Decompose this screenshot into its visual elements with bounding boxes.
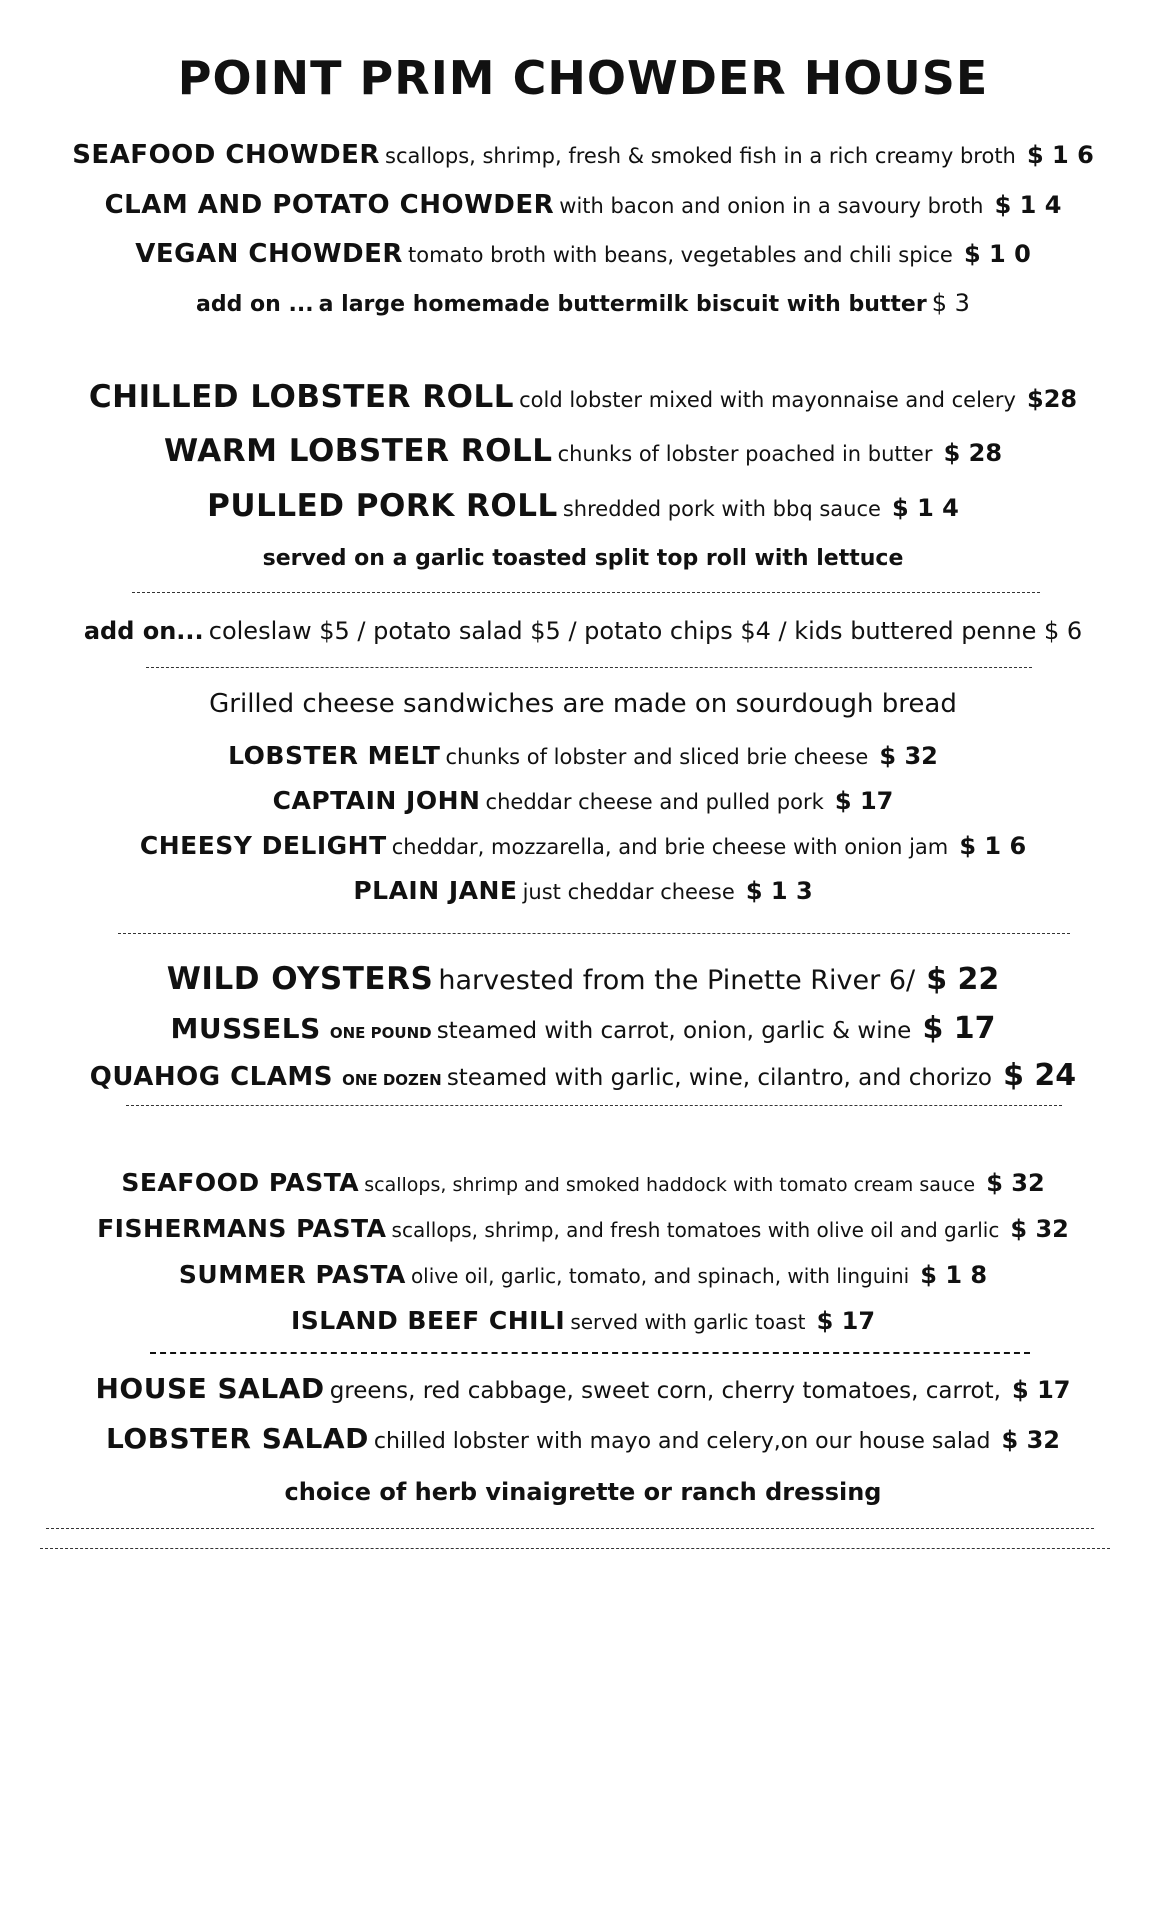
item-description: harvested from the Pinette River 6/ <box>438 965 916 996</box>
item-name: SUMMER PASTA <box>178 1260 406 1289</box>
item-name: CHILLED LOBSTER ROLL <box>88 379 514 415</box>
divider <box>40 1548 1110 1549</box>
addon-label: add on ... <box>196 292 314 317</box>
chowder-addon <box>0 286 1166 323</box>
menu-item-lobster-salad <box>0 1422 1166 1460</box>
item-name: VEGAN CHOWDER <box>135 239 403 269</box>
addon-price: $ 3 <box>931 289 970 317</box>
divider <box>118 933 1070 934</box>
item-price: $ 32 <box>1010 1215 1069 1243</box>
item-name: CAPTAIN JOHN <box>272 786 481 815</box>
item-price: $ 17 <box>834 787 894 815</box>
item-description: greens, red cabbage, sweet corn, cherry tomatoes, carrot, <box>329 1378 1001 1404</box>
item-price: $ 17 <box>922 1011 996 1046</box>
item-description: cheddar cheese and pulled pork <box>485 790 824 814</box>
item-quantity: ONE POUND <box>329 1024 432 1042</box>
item-price: $ 32 <box>879 742 938 770</box>
rolls-note-text: served on a garlic toasted split top roll with lettuce <box>262 546 904 571</box>
grilled-note-text: Grilled cheese sandwiches are made on sourdough bread <box>209 689 957 719</box>
item-price: $ 1 4 <box>994 191 1062 219</box>
menu-item-warm-lobster-roll <box>0 434 1166 473</box>
divider <box>126 1105 1062 1106</box>
item-description: chilled lobster with mayo and celery,on our house salad <box>373 1429 991 1454</box>
sides-label: add on... <box>83 617 204 645</box>
salad-note-text: choice of herb vinaigrette or ranch dressing <box>284 1478 882 1506</box>
item-name: LOBSTER SALAD <box>106 1422 369 1455</box>
menu-item-pulled-pork-roll <box>0 489 1166 528</box>
item-description: olive oil, garlic, tomato, and spinach, with linguini <box>410 1264 910 1288</box>
item-price: $ 1 4 <box>892 494 959 522</box>
menu-item-island-beef-chili <box>0 1304 1166 1341</box>
item-name: SEAFOOD CHOWDER <box>72 140 380 170</box>
item-name: LOBSTER MELT <box>228 741 441 770</box>
rolls-note <box>0 542 1166 577</box>
item-name: QUAHOG CLAMS <box>89 1062 333 1092</box>
menu-item-house-salad <box>0 1372 1166 1410</box>
item-quantity: ONE DOZEN <box>342 1071 442 1089</box>
item-description: just cheddar cheese <box>522 880 735 904</box>
divider <box>132 592 1040 593</box>
item-description: chunks of lobster and sliced brie cheese <box>445 745 869 769</box>
restaurant-title: POINT PRIM CHOWDER HOUSE <box>177 51 989 105</box>
item-price: $ 17 <box>1012 1376 1071 1404</box>
item-name: WARM LOBSTER ROLL <box>163 433 553 469</box>
menu-item-summer-pasta <box>0 1258 1166 1295</box>
item-description: scallops, shrimp, fresh & smoked fish in a rich creamy broth <box>385 144 1016 168</box>
item-price: $ 32 <box>1001 1426 1060 1454</box>
item-name: CHEESY DELIGHT <box>139 831 387 860</box>
item-price: $ 22 <box>926 962 1000 997</box>
divider <box>150 1352 1030 1354</box>
item-price: $ 1 6 <box>1026 141 1094 169</box>
item-price: $28 <box>1027 385 1078 413</box>
menu-item-vegan-chowder <box>0 237 1166 274</box>
menu-item-seafood-pasta <box>0 1166 1166 1203</box>
item-description: tomato broth with beans, vegetables and chili spice <box>407 243 953 267</box>
addon-text: a large homemade buttermilk biscuit with butter <box>318 292 927 317</box>
grilled-cheese-note <box>0 687 1166 724</box>
item-description: steamed with garlic, wine, cilantro, and chorizo <box>446 1065 993 1091</box>
menu-item-fishermans-pasta <box>0 1212 1166 1249</box>
menu-item-cheesy-delight <box>0 829 1166 866</box>
menu-item-chilled-lobster-roll <box>0 380 1166 419</box>
item-price: $ 28 <box>943 439 1003 467</box>
item-description: cheddar, mozzarella, and brie cheese with onion jam <box>391 835 949 859</box>
item-name: MUSSELS <box>170 1012 321 1045</box>
item-description: served with garlic toast <box>570 1310 806 1334</box>
item-name: CLAM AND POTATO CHOWDER <box>104 190 555 220</box>
menu-item-quahog-clams <box>0 1059 1166 1097</box>
menu-item-clam-potato-chowder <box>0 188 1166 225</box>
item-description: cold lobster mixed with mayonnaise and celery <box>519 388 1016 412</box>
menu-item-wild-oysters <box>0 962 1166 1001</box>
item-name: WILD OYSTERS <box>166 961 434 997</box>
item-description: scallops, shrimp and smoked haddock with tomato cream sauce <box>364 1174 976 1196</box>
item-price: $ 1 3 <box>745 877 813 905</box>
menu-item-seafood-chowder <box>0 138 1166 175</box>
menu-item-captain-john <box>0 784 1166 821</box>
item-description: shredded pork with bbq sauce <box>562 497 881 521</box>
menu-item-lobster-melt <box>0 739 1166 776</box>
item-name: PLAIN JANE <box>353 876 518 905</box>
item-price: $ 24 <box>1003 1058 1077 1093</box>
salad-dressing-note <box>0 1475 1166 1512</box>
item-name: ISLAND BEEF CHILI <box>290 1306 566 1335</box>
item-price: $ 1 6 <box>959 832 1027 860</box>
item-description: steamed with carrot, onion, garlic & wine <box>436 1018 912 1044</box>
item-name: HOUSE SALAD <box>95 1372 325 1405</box>
item-name: SEAFOOD PASTA <box>121 1168 360 1197</box>
item-name: FISHERMANS PASTA <box>97 1214 387 1243</box>
menu-item-mussels <box>0 1012 1166 1050</box>
sides-addon <box>0 614 1166 651</box>
menu-item-plain-jane <box>0 874 1166 911</box>
divider <box>146 667 1032 668</box>
item-description: chunks of lobster poached in butter <box>557 442 933 466</box>
item-name: PULLED PORK ROLL <box>207 488 558 524</box>
item-price: $ 17 <box>816 1307 876 1335</box>
divider <box>46 1528 1094 1529</box>
item-price: $ 1 8 <box>920 1261 988 1289</box>
item-price: $ 1 0 <box>963 240 1031 268</box>
item-price: $ 32 <box>986 1169 1045 1197</box>
item-description: scallops, shrimp, and fresh tomatoes with olive oil and garlic <box>391 1218 1000 1242</box>
item-description: with bacon and onion in a savoury broth <box>559 194 984 218</box>
sides-text: coleslaw $5 / potato salad $5 / potato chips $4 / kids buttered penne $ 6 <box>208 617 1083 645</box>
